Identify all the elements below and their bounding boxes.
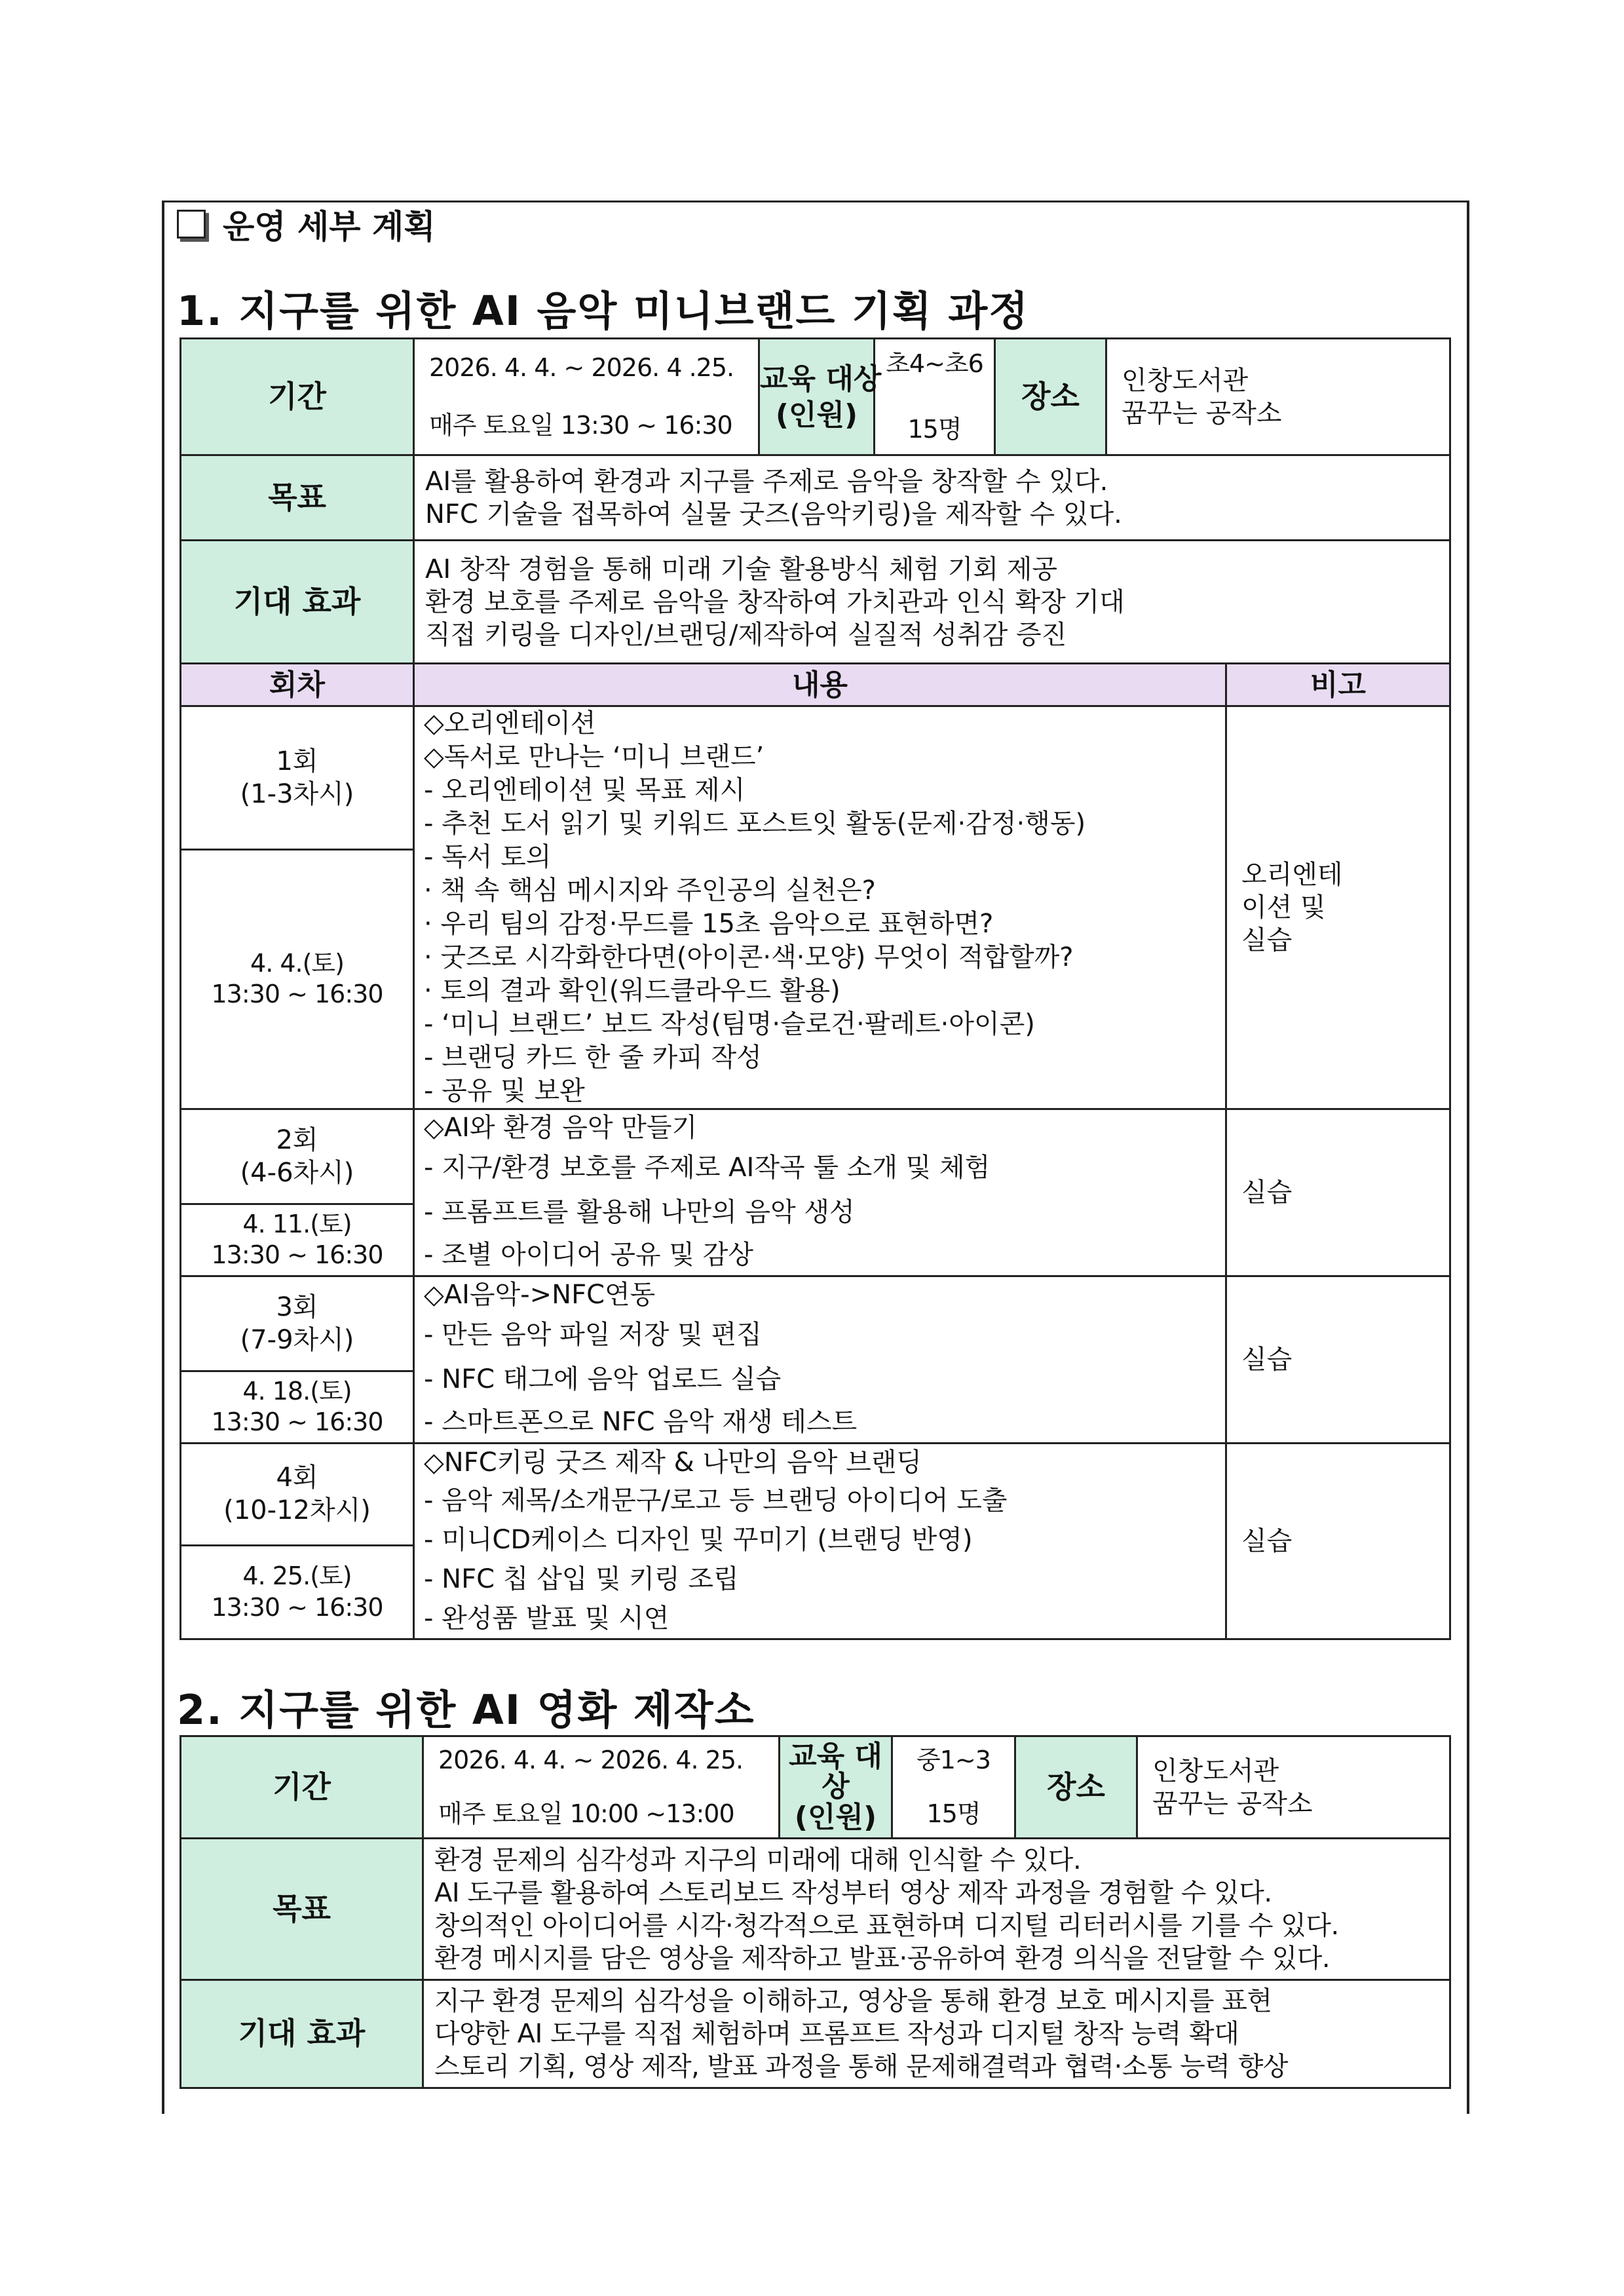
period-label: 기간 [181, 339, 414, 455]
place-label: 장소 [995, 339, 1106, 455]
session3-content [414, 1276, 1226, 1444]
content-line: - 브랜딩 카드 한 줄 카피 작성 [424, 1043, 762, 1073]
effect-line: 스토리 기획, 영상 제작, 발표 과정을 통해 문제해결력과 협력·소통 능력 향상 [434, 2052, 1288, 2082]
content-line: - NFC 태그에 음악 업로드 실습 [424, 1364, 782, 1394]
period-time: 매주 토요일 13:30 ~ 16:30 [429, 411, 732, 440]
period-cell [414, 339, 759, 455]
period-time: 매주 토요일 10:00 ~13:00 [438, 1799, 734, 1828]
content-line: - 공유 및 보완 [424, 1076, 585, 1106]
session-name: 4회 [276, 1463, 318, 1493]
program2-table [179, 1735, 1451, 2089]
effect-cell [423, 1980, 1450, 2088]
session-date: 4. 25.(토) [242, 1561, 352, 1591]
target-grade: 초4~초6 [886, 349, 983, 378]
session-hours: (4-6차시) [240, 1157, 354, 1188]
program1-title: 1. 지구를 위한 AI 음악 미니브랜드 기획 과정 [177, 287, 1030, 335]
session2-name-cell [181, 1109, 414, 1204]
section-header [177, 204, 436, 244]
session1-date-cell [181, 849, 414, 1109]
session3-note: 실습 [1226, 1276, 1450, 1444]
session-time: 13:30 ~ 16:30 [211, 1407, 383, 1437]
header-content: 내용 [414, 664, 1226, 706]
target-label-line2: (인원) [775, 398, 858, 432]
content-line: - 독서 토의 [424, 842, 552, 872]
content-line: · 우리 팀의 감정·무드를 15초 음악으로 표현하면? [424, 909, 994, 939]
target-label [759, 339, 882, 455]
target-label-line1: 교육 대 [789, 1740, 882, 1774]
content-line: - 추천 도서 읽기 및 키워드 포스트잇 활동(문제·감정·행동) [424, 809, 1086, 839]
content-line: - 완성품 발표 및 시연 [424, 1603, 670, 1634]
session2-date-cell [181, 1204, 414, 1276]
target-count: 15명 [907, 415, 962, 444]
effect-line: 다양한 AI 도구를 직접 체험하며 프롬프트 작성과 디지털 창작 능력 확대 [434, 2019, 1239, 2049]
session-date: 4. 18.(토) [242, 1376, 352, 1406]
content-line: ◇AI음악->NFC연동 [424, 1280, 656, 1310]
content-line: ◇독서로 만나는 ‘미니 브랜드’ [424, 742, 765, 772]
content-line: - 미니CD케이스 디자인 및 꾸미기 (브랜딩 반영) [424, 1525, 973, 1555]
content-line: ◇NFC키링 굿즈 제작 & 나만의 음악 브랜딩 [424, 1447, 922, 1478]
content-line: · 토의 결과 확인(워드클라우드 활용) [424, 976, 840, 1006]
period-cell [423, 1736, 780, 1839]
target-count: 15명 [926, 1799, 981, 1828]
place-line2: 꿈꾸는 공작소 [1152, 1788, 1313, 1819]
effect-cell [414, 541, 1450, 664]
target-cell [875, 339, 995, 455]
session3-name-cell [181, 1276, 414, 1371]
goal-line: 환경 메시지를 담은 영상을 제작하고 발표·공유하여 환경 의식을 전달할 수 있다. [434, 1943, 1331, 1974]
content-line: - 조별 아이디어 공유 및 감상 [424, 1240, 754, 1270]
header-session: 회차 [181, 664, 414, 706]
session-hours: (1-3차시) [240, 778, 354, 809]
session4-name-cell [181, 1444, 414, 1546]
session1-note [1226, 706, 1450, 1109]
goal-line: 창의적인 아이디어를 시각·청각적으로 표현하며 디지털 리터러시를 기를 수 있다. [434, 1910, 1339, 1941]
effect-line: 직접 키링을 디자인/브랜딩/제작하여 실질적 성취감 증진 [425, 619, 1067, 650]
target-grade: 중1~3 [916, 1745, 991, 1774]
effect-label: 기대 효과 [181, 1980, 423, 2088]
content-line: · 책 속 핵심 메시지와 주인공의 실천은? [424, 875, 876, 906]
session-hours: (7-9차시) [240, 1324, 354, 1355]
section-header-text: 운영 세부 계획 [223, 208, 436, 246]
note-line: 이션 및 [1241, 892, 1326, 923]
checkbox-icon [177, 210, 206, 239]
place-line1: 인창도서관 [1152, 1755, 1279, 1786]
session-date: 4. 4.(토) [250, 948, 344, 978]
session-hours: (10-12차시) [223, 1495, 371, 1526]
goal-line: AI 도구를 활용하여 스토리보드 작성부터 영상 제작 과정을 경험할 수 있다. [434, 1877, 1272, 1908]
effect-label: 기대 효과 [181, 541, 414, 664]
goal-label: 목표 [181, 1839, 423, 1980]
session1-content [414, 706, 1226, 1109]
session2-note: 실습 [1226, 1109, 1450, 1276]
period-label: 기간 [181, 1736, 423, 1839]
program2-title: 2. 지구를 위한 AI 영화 제작소 [177, 1686, 755, 1734]
content-line: ◇AI와 환경 음악 만들기 [424, 1113, 698, 1143]
content-line: - 음악 제목/소개문구/로고 등 브랜딩 아이디어 도출 [424, 1485, 1008, 1516]
effect-line: 환경 보호를 주제로 음악을 창작하여 가치관과 인식 확장 기대 [425, 586, 1125, 617]
goal-line: AI를 활용하여 환경과 지구를 주제로 음악을 창작할 수 있다. [425, 466, 1108, 497]
session-time: 13:30 ~ 16:30 [211, 1240, 383, 1270]
session4-content [414, 1444, 1226, 1639]
content-line: - 오리엔테이션 및 목표 제시 [424, 775, 746, 805]
session4-note: 실습 [1226, 1444, 1450, 1639]
place-line1: 인창도서관 [1122, 365, 1249, 396]
content-line: - ‘미니 브랜드’ 보드 작성(팀명·슬로건·팔레트·아이콘) [424, 1009, 1035, 1039]
note-line: 오리엔테 [1241, 860, 1343, 890]
effect-line: AI 창작 경험을 통해 미래 기술 활용방식 체험 기회 제공 [425, 554, 1058, 584]
target-cell [892, 1736, 1015, 1839]
session4-date-cell [181, 1545, 414, 1639]
effect-line: 지구 환경 문제의 심각성을 이해하고, 영상을 통해 환경 보호 메시지를 표현 [434, 1986, 1272, 2016]
period-dates: 2026. 4. 4. ~ 2026. 4 .25. [429, 353, 734, 382]
session2-content [414, 1109, 1226, 1276]
goal-line: 환경 문제의 심각성과 지구의 미래에 대해 인식할 수 있다. [434, 1845, 1082, 1875]
goal-cell [423, 1839, 1450, 1980]
content-line: - 만든 음악 파일 저장 및 편집 [424, 1320, 762, 1350]
place-label: 장소 [1015, 1736, 1137, 1839]
target-label-line1: 교육 대상 [760, 362, 882, 396]
place-cell [1106, 339, 1450, 455]
place-line2: 꿈꾸는 공작소 [1122, 398, 1282, 429]
content-line: - 지구/환경 보호를 주제로 AI작곡 툴 소개 및 체험 [424, 1153, 991, 1183]
target-label [780, 1736, 892, 1839]
goal-label: 목표 [181, 455, 414, 541]
goal-cell [414, 455, 1450, 541]
program1-table [179, 337, 1451, 1640]
session-time: 13:30 ~ 16:30 [211, 980, 383, 1009]
session-name: 3회 [276, 1292, 318, 1322]
note-line: 실습 [1241, 925, 1293, 955]
session3-date-cell [181, 1371, 414, 1443]
period-dates: 2026. 4. 4. ~ 2026. 4. 25. [438, 1745, 744, 1774]
content-line: - 프롬프트를 활용해 나만의 음악 생성 [424, 1197, 855, 1227]
place-cell [1137, 1736, 1450, 1839]
target-label-line2: 상 [821, 1770, 850, 1804]
session-name: 1회 [276, 746, 318, 776]
content-line: · 굿즈로 시각화한다면(아이콘·색·모양) 무엇이 적합할까? [424, 942, 1074, 972]
header-note: 비고 [1226, 664, 1450, 706]
session1-name-cell [181, 706, 414, 850]
content-line: - 스마트폰으로 NFC 음악 재생 테스트 [424, 1407, 858, 1437]
goal-line: NFC 기술을 접목하여 실물 굿즈(음악키링)을 제작할 수 있다. [425, 499, 1122, 529]
content-line: - NFC 칩 삽입 및 키링 조립 [424, 1564, 739, 1594]
session-name: 2회 [276, 1124, 318, 1155]
session-date: 4. 11.(토) [242, 1209, 352, 1238]
content-line: ◇오리엔테이션 [424, 708, 596, 738]
session-time: 13:30 ~ 16:30 [211, 1592, 383, 1622]
target-label-line3: (인원) [794, 1800, 877, 1834]
